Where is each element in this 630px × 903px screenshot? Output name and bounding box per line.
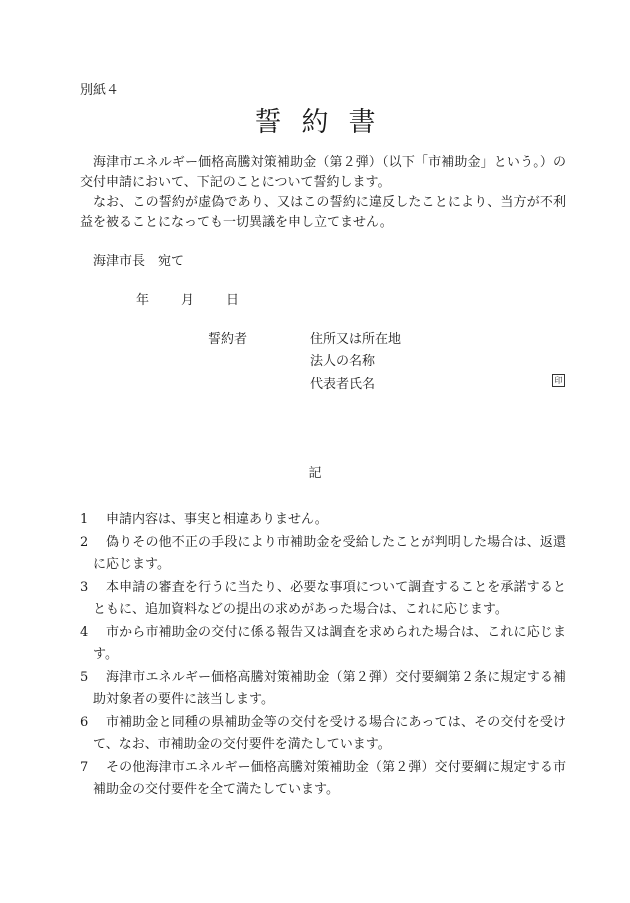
list-item <box>80 622 566 667</box>
date-day: 日 <box>226 293 240 308</box>
item-number: 7 <box>80 759 89 775</box>
pledge-list <box>80 509 566 802</box>
item-text: 本申請の審査を行うに当たり、必要な事項について調査することを承諾するとともに、追加資料などの提出の求めがあった場合は、これに応じます。 <box>93 579 566 617</box>
address-label: 住所又は所在地 <box>310 332 402 347</box>
list-item <box>80 757 566 802</box>
item-number: 2 <box>80 534 89 550</box>
item-number: 6 <box>80 714 89 730</box>
item-text: 海津市エネルギー価格高騰対策補助金（第２弾）交付要綱第２条に規定する補助対象者の要件に該当します。 <box>93 669 566 707</box>
item-text: 市から市補助金の交付に係る報告又は調査を求められた場合は、これに応じます。 <box>93 624 566 662</box>
ki-heading: 記 <box>308 466 322 481</box>
item-text: 偽りその他不正の手段により市補助金を受給したことが判明した場合は、返還に応じます。 <box>93 534 566 572</box>
pledger-label: 誓約者 <box>208 332 248 347</box>
item-number: 3 <box>80 579 89 595</box>
item-text: 申請内容は、事実と相違ありません。 <box>106 512 328 527</box>
date-year: 年 <box>136 293 150 308</box>
date-month: 月 <box>181 293 195 308</box>
list-item <box>80 577 566 622</box>
item-number: 4 <box>80 624 89 640</box>
seal-mark: 印 <box>552 374 565 387</box>
attachment-label: 別紙４ <box>80 83 120 98</box>
list-item <box>80 532 566 577</box>
item-number: 1 <box>80 512 89 527</box>
representative-name-label: 代表者氏名 <box>310 377 376 392</box>
list-item <box>80 712 566 757</box>
item-text: その他海津市エネルギー価格高騰対策補助金（第２弾）交付要綱に規定する市補助金の交付要件を全て満たしています。 <box>93 759 566 797</box>
item-text: 市補助金と同種の県補助金等の交付を受ける場合にあっては、その交付を受けて、なお、市補助金の交付要件を満たしています。 <box>93 714 566 752</box>
page-title: 誓約書 <box>254 107 396 138</box>
disclaimer-paragraph: なお、この誓約が虚偽であり、又はこの誓約に違反したことにより、当方が不利益を被ることになっても一切異議を申し立てません。 <box>80 195 566 230</box>
item-number: 5 <box>80 669 89 685</box>
addressee: 海津市長 宛て <box>93 254 185 269</box>
list-item <box>80 509 566 532</box>
intro-paragraph: 海津市エネルギー価格高騰対策補助金（第２弾）（以下「市補助金」という。）の交付申請において、下記のことについて誓約します。 <box>80 155 566 190</box>
list-item <box>80 667 566 712</box>
corporation-name-label: 法人の名称 <box>310 354 376 369</box>
